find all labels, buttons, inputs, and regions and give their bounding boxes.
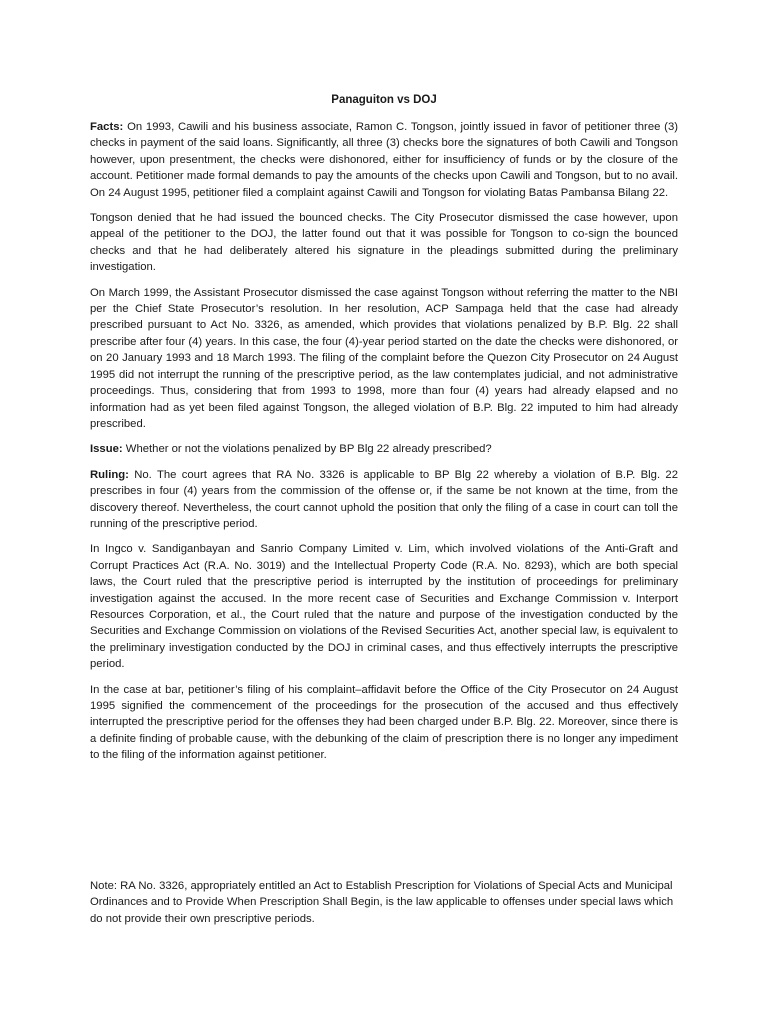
- page-title: Panaguiton vs DOJ: [331, 94, 437, 106]
- issue-text: Whether or not the violations penalized by BP Blg 22 already prescribed?: [122, 443, 492, 456]
- issue-label: Issue:: [90, 443, 123, 456]
- case-at-bar-paragraph: In the case at bar, petitioner’s filing of his complaint–affidavit before the Office of the City Prosecutor on 24 August 1995 signified the commencement of the proceedings for the prosecution of the accused and thus effectively interrupted the prescriptive period for the offenses they had been charged under B.P. Blg. 22. Moreover, since there is a definite finding of probable cause, with the debunking of the claim of prescription there is no longer any impediment to the filing of the information against petitioner.: [90, 683, 678, 762]
- document-body: [90, 119, 678, 773]
- tongson-paragraph: Tongson denied that he had issued the bounced checks. The City Prosecutor dismissed the case however, upon appeal of the petitioner to the DOJ, the latter found out that it was possible for Tongson to co-sign the bounced checks and that he had deliberately altered his signature in the pleadings submitted during the preliminary investigation.: [90, 212, 678, 274]
- facts-text: On 1993, Cawili and his business associate, Ramon C. Tongson, jointly issued in favor of petitioner three (3) checks in payment of the said loans. Significantly, all three (3) checks bore the signatures of both Cawili and Tongson however, upon presentment, the checks were dishonored, either for insufficiency of funds or by the closure of the account. Petitioner made formal demands to pay the amounts of the checks upon Cawili and Tongson, but to no avail. On 24 August 1995, petitioner filed a complaint against Cawili and Tongson for violating Batas Pambansa Bilang 22.: [90, 121, 678, 199]
- ruling-paragraph: [90, 467, 678, 533]
- note-paragraph: Note: RA No. 3326, appropriately entitled an Act to Establish Prescription for Violations of Special Acts and Municipal Ordinances and to Provide When Prescription Shall Begin, is the law applicable to offenses under special laws which do not provide their own prescriptive periods.: [90, 880, 674, 925]
- issue-paragraph: [90, 441, 678, 457]
- ruling-label: Ruling:: [90, 468, 129, 481]
- facts-paragraph: [90, 119, 678, 201]
- ingco-paragraph: In Ingco v. Sandiganbayan and Sanrio Company Limited v. Lim, which involved violations of the Anti-Graft and Corrupt Practices Act (R.A. No. 3019) and the Intellectual Property Code (R.A. No. 8293), which are both special laws, the Court ruled that the prescriptive period is interrupted by the institution of proceedings for preliminary investigation against the accused. In the more recent case of Securities and Exchange Commission v. Interport Resources Corporation, et al., the Court ruled that the nature and purpose of the investigation conducted by the Securities and Exchange Commission on violations of the Revised Securities Act, another special law, is equivalent to the preliminary investigation conducted by the DOJ in criminal cases, and thus effectively interrupts the prescriptive period.: [90, 543, 678, 671]
- march-1999-paragraph: On March 1999, the Assistant Prosecutor dismissed the case against Tongson without referring the matter to the NBI per the Chief State Prosecutor’s resolution. In her resolution, ACP Sampaga held that the case had already prescribed pursuant to Act No. 3326, as amended, which provides that violations penalized by B.P. Blg. 22 shall prescribe after four (4) years. In this case, the four (4)-year period started on the date the checks were dishonored, or on 20 January 1993 and 18 March 1993. The filing of the complaint before the Quezon City Prosecutor on 24 August 1995 did not interrupt the running of the prescriptive period, as the law contemplates judicial, and not administrative proceedings. Thus, considering that from 1993 to 1998, more than four (4) years had already elapsed and no information had as yet been filed against Tongson, the alleged violation of B.P. Blg. 22 imputed to him had already prescribed.: [90, 286, 678, 430]
- facts-label: Facts:: [90, 121, 124, 133]
- ruling-text: No. The court agrees that RA No. 3326 is applicable to BP Blg 22 whereby a violation of B.P. Blg. 22 prescribes in four (4) years from the commission of the offense or, if the same be not known at the time, from the discovery thereof. Nevertheless, the court cannot uphold the position that only the filing of a case in court can toll the running of the prescriptive period.: [90, 468, 678, 530]
